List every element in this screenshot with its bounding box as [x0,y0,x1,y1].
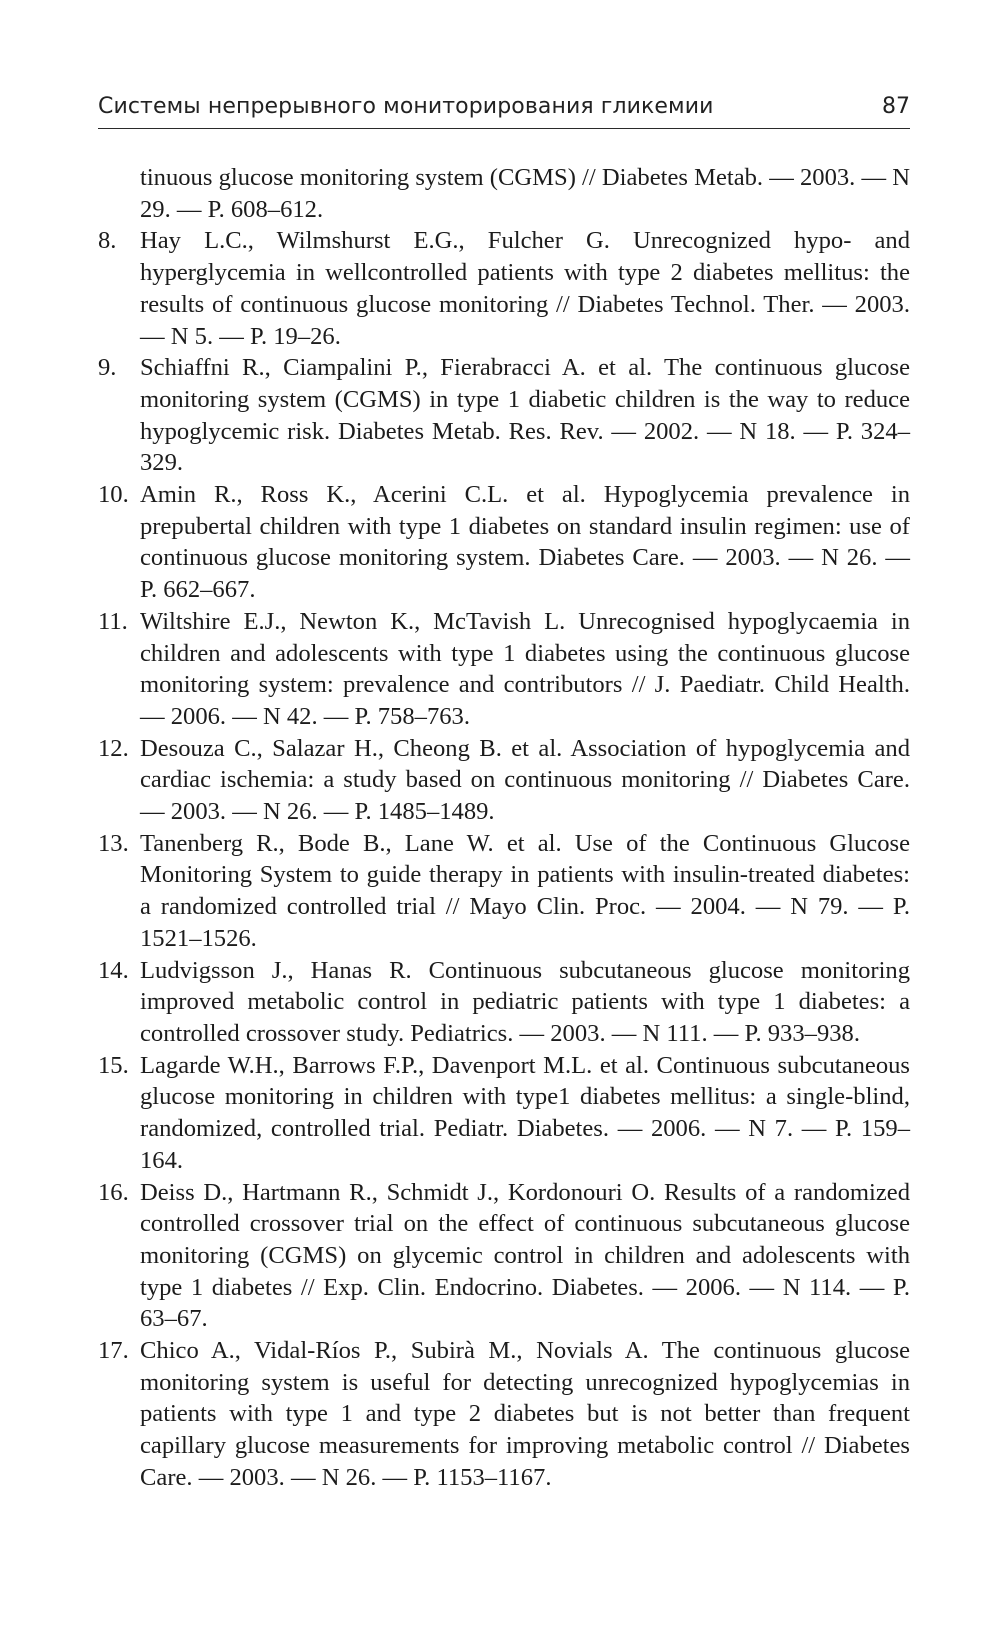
reference-item-12 [98,733,910,828]
reference-item-14 [98,955,910,1050]
reference-continuation-text: tinuous glucose monitoring system (CGMS) // Diabetes Metab. — 2003. — N 29. — P. 608–612. [140,164,910,223]
page-number: 87 [882,94,910,119]
reference-text: Hay L.C., Wilmshurst E.G., Fulcher G. Unrecognized hypo- and hyperglycemia in wellcontrolled patients with type 2 diabetes mellitus: the results of continuous glucose monitoring // Diabetes Technol. Ther. — 2003. — N 5. — P. 19–26. [140,227,910,350]
reference-number: 11. [98,607,128,635]
reference-text: Tanenberg R., Bode B., Lane W. et al. Use of the Continuous Glucose Monitoring System to guide therapy in patients with insulin-treated diabetes: a randomized controlled trial // Mayo Clin. Proc. — 2004. — N 79. — P. 1521–1526. [140,829,910,952]
reference-list [98,162,910,1494]
reference-number: 8. [98,227,117,255]
reference-text: Lagarde W.H., Barrows F.P., Davenport M.L. et al. Continuous subcutaneous glucose monitoring in children with type1 diabetes mellitus: a single-blind, randomized, controlled trial. Pediatr. Diabetes. — 2006. — N 7. — P. 159–164. [140,1051,910,1174]
reference-item-16 [98,1177,910,1336]
reference-number: 10. [98,481,129,509]
reference-number: 16. [98,1178,129,1206]
reference-text: Ludvigsson J., Hanas R. Continuous subcutaneous glucose monitoring improved metabolic control in pediatric patients with type 1 diabetes: a controlled crossover study. Pediatrics. — 2003. — N 111. — P. 933–938. [140,956,910,1047]
reference-continuation [98,162,910,225]
reference-number: 9. [98,354,117,382]
reference-text: Deiss D., Hartmann R., Schmidt J., Kordonouri O. Results of a randomized controlled crossover trial on the effect of continuous subcutaneous glucose monitoring (CGMS) on glycemic control in children and adolescents with type 1 diabetes // Exp. Clin. Endocrino. Diabetes. — 2006. — N 114. — P. 63–67. [140,1178,910,1333]
reference-text: Wiltshire E.J., Newton K., McTavish L. Unrecognised hypoglycaemia in children and adolescents with type 1 diabetes using the continuous glucose monitoring system: prevalence and contributors // J. Paediatr. Child Health. — 2006. — N 42. — P. 758–763. [140,607,910,730]
reference-number: 17. [98,1337,129,1365]
running-header-title: Системы непрерывного мониторирования гликемии [98,94,714,119]
reference-item-11 [98,606,910,733]
reference-item-10 [98,479,910,606]
reference-item-9 [98,352,910,479]
reference-text: Chico A., Vidal-Ríos P., Subirà M., Novials A. The continuous glucose monitoring system is useful for detecting unrecognized hypoglycemias in patients with type 1 and type 2 diabetes but is not better than frequent capillary glucose measurements for improving metabolic control // Diabetes Care. — 2003. — N 26. — P. 1153–1167. [140,1337,910,1491]
reference-text: Amin R., Ross K., Acerini C.L. et al. Hypoglycemia prevalence in prepubertal children with type 1 diabetes on standard insulin regimen: use of continuous glucose monitoring system. Diabetes Care. — 2003. — N 26. — P. 662–667. [140,481,910,604]
reference-text: Desouza C., Salazar H., Cheong B. et al. Association of hypoglycemia and cardiac ischemia: a study based on continuous monitoring // Diabetes Care. — 2003. — N 26. — P. 1485–1489. [140,734,910,826]
reference-item-17 [98,1335,910,1494]
reference-item-13 [98,828,910,955]
reference-item-8 [98,225,910,352]
reference-number: 14. [98,956,129,984]
reference-number: 15. [98,1051,129,1079]
reference-number: 13. [98,829,129,857]
running-header [98,88,910,129]
reference-text: Schiaffni R., Ciampalini P., Fierabracci A. et al. The continuous glucose monitoring system (CGMS) in type 1 diabetic children is the way to reduce hypoglycemic risk. Diabetes Metab. Res. Rev. — 2002. — N 18. — P. 324–329. [140,354,910,477]
reference-number: 12. [98,734,129,762]
reference-item-15 [98,1050,910,1177]
